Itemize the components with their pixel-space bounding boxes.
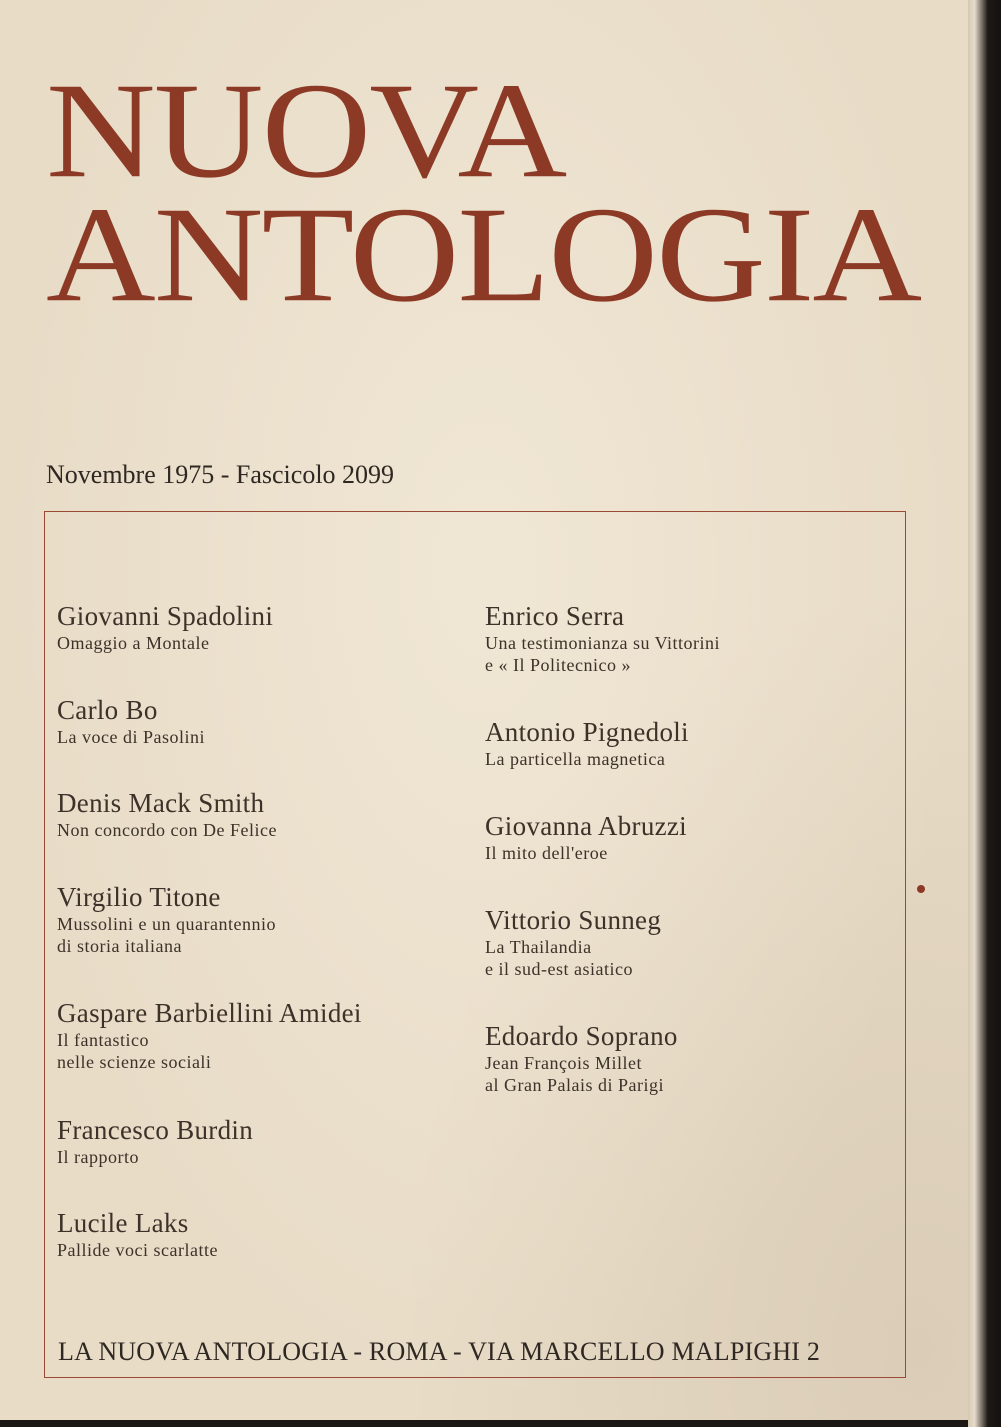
contents-entry xyxy=(57,997,362,1073)
entry-title: Mussolini e un quarantennio xyxy=(57,914,276,934)
entry-author: Francesco Burdin xyxy=(57,1115,254,1145)
entry-title-cont: nelle scienze sociali xyxy=(57,1052,212,1072)
contents-entry xyxy=(57,881,276,957)
entry-title: La voce di Pasolini xyxy=(57,727,205,747)
page-edge-shadow xyxy=(968,0,1001,1427)
entry-author: Enrico Serra xyxy=(485,601,625,631)
contents-entry xyxy=(57,1114,253,1168)
entry-title: Una testimonianza su Vittorini xyxy=(485,633,721,653)
ink-speck xyxy=(917,885,925,893)
entry-title: La Thailandia xyxy=(485,937,592,957)
entry-title-cont: e « Il Politecnico » xyxy=(485,655,631,675)
masthead-line-2: ANTOLOGIA xyxy=(46,178,921,330)
entry-title: Jean François Millet xyxy=(485,1053,642,1073)
entry-author: Lucile Laks xyxy=(57,1208,189,1238)
entry-title: Il fantastico xyxy=(57,1030,149,1050)
entry-title-cont: al Gran Palais di Parigi xyxy=(485,1075,664,1095)
entry-author: Vittorio Sunneg xyxy=(485,905,662,935)
entry-author: Denis Mack Smith xyxy=(57,788,265,818)
entry-title-cont: e il sud-est asiatico xyxy=(485,959,633,979)
contents-entry xyxy=(485,1020,678,1096)
contents-entry xyxy=(485,904,661,980)
entry-title: Pallide voci scarlatte xyxy=(57,1240,218,1260)
contents-entry xyxy=(57,694,205,748)
entry-title: Non concordo con De Felice xyxy=(57,820,277,840)
contents-entry xyxy=(485,600,720,676)
entry-author: Giovanni Spadolini xyxy=(57,601,274,631)
entry-author: Gaspare Barbiellini Amidei xyxy=(57,998,362,1028)
contents-entry xyxy=(485,716,689,770)
issue-date: Novembre 1975 - Fascicolo 2099 xyxy=(46,460,395,489)
entry-author: Carlo Bo xyxy=(57,695,158,725)
contents-entry xyxy=(485,810,687,864)
entry-title: Il mito dell'eroe xyxy=(485,843,608,863)
contents-entry xyxy=(57,787,277,841)
publisher-address: LA NUOVA ANTOLOGIA - ROMA - VIA MARCELLO MALPIGHI 2 xyxy=(58,1337,821,1366)
entry-title: Il rapporto xyxy=(57,1147,139,1167)
contents-entry xyxy=(57,600,273,654)
entry-title: Omaggio a Montale xyxy=(57,633,210,653)
contents-entry xyxy=(57,1207,218,1261)
entry-title: La particella magnetica xyxy=(485,749,666,769)
entry-author: Virgilio Titone xyxy=(57,882,221,912)
entry-title-cont: di storia italiana xyxy=(57,936,182,956)
masthead-line-1: NUOVA xyxy=(46,54,566,206)
entry-author: Edoardo Soprano xyxy=(485,1021,678,1051)
entry-author: Antonio Pignedoli xyxy=(485,717,689,747)
entry-author: Giovanna Abruzzi xyxy=(485,811,687,841)
